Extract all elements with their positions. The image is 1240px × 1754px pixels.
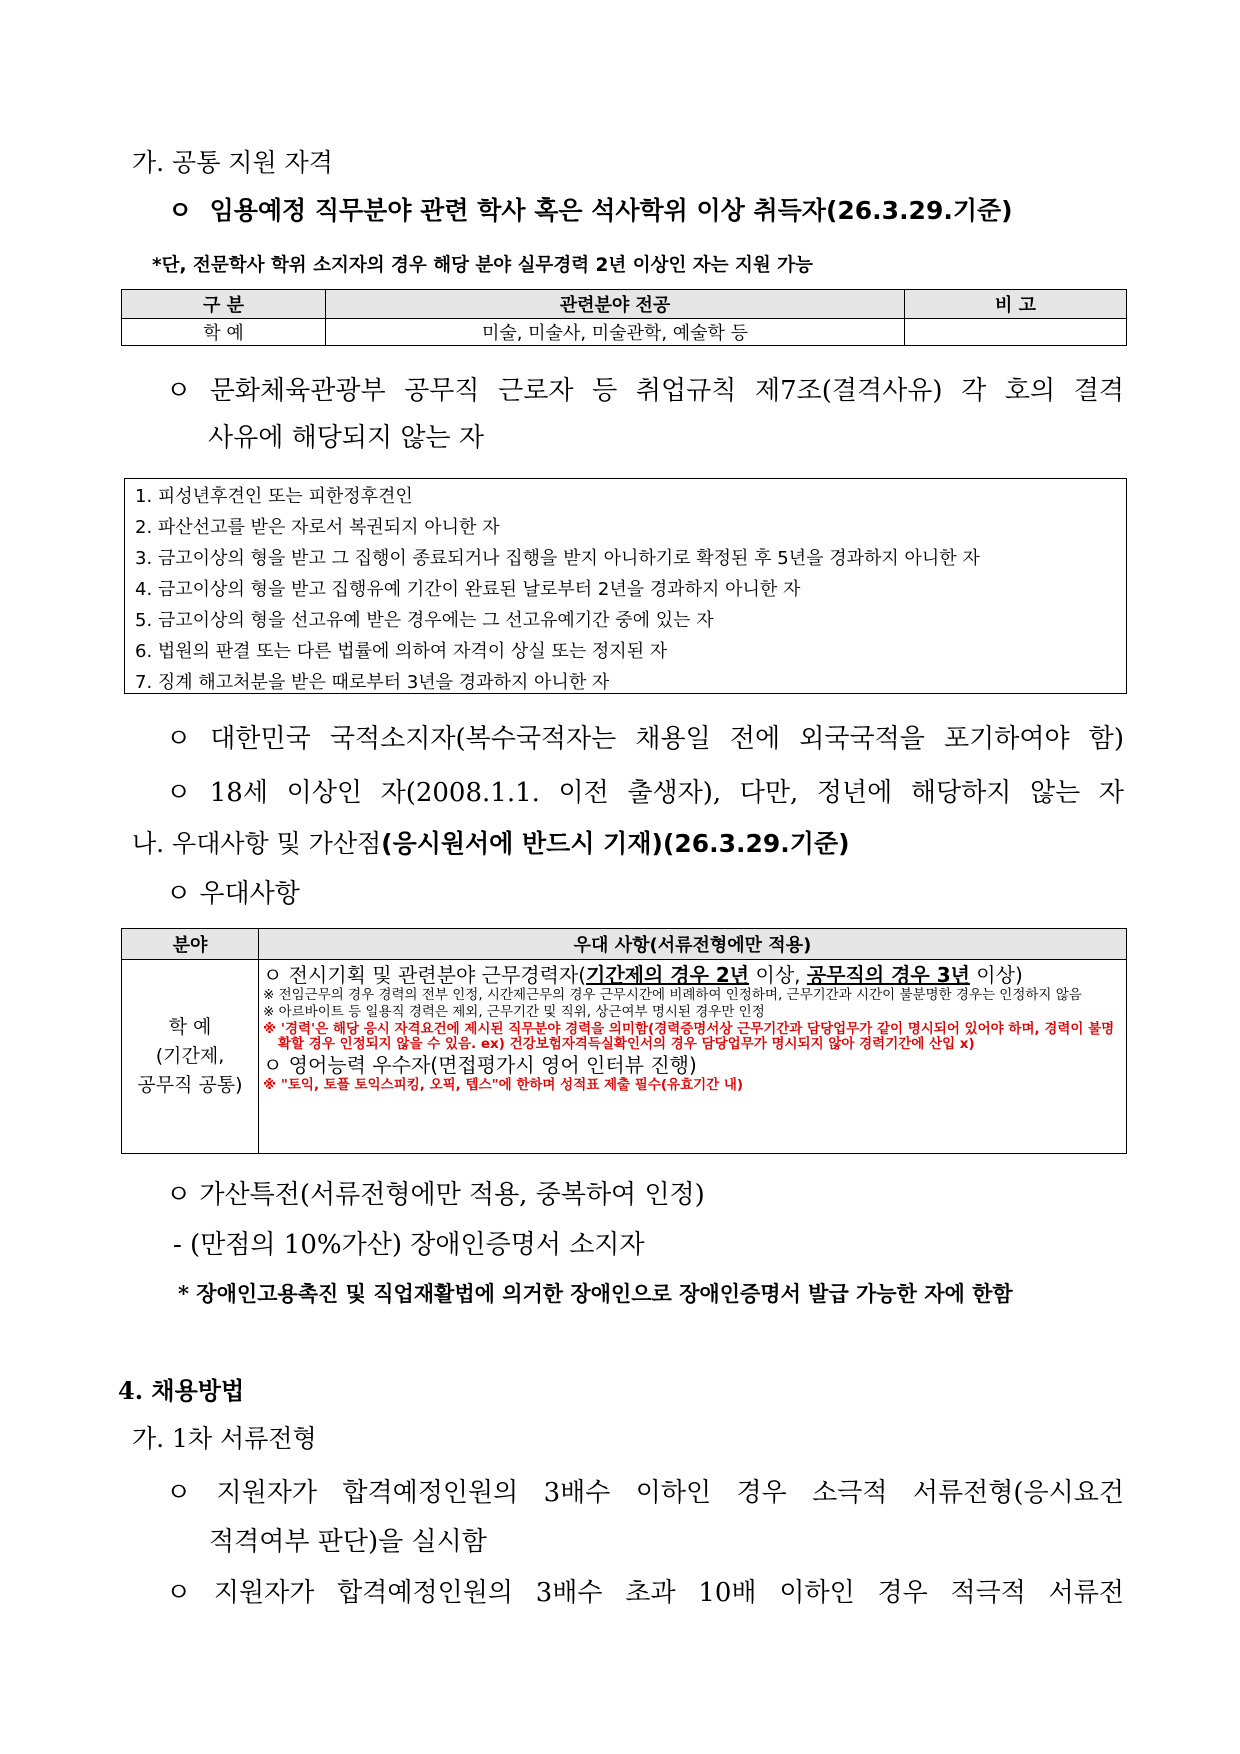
preference-note-warning: ※ "토익, 토플 토익스피킹, 오픽, 텝스"에 한하며 성적표 제출 필수(유효기간 내) [263, 1077, 744, 1093]
bullet: ㅇ [168, 196, 193, 225]
preference-label: ㅇ 우대사항 [166, 879, 300, 909]
major-table-cell-major: 미술, 미술사, 미술관학, 예술학 등 [326, 319, 905, 346]
major-table-cell-category: 학 예 [122, 319, 326, 346]
preference-note: ※ 전임근무의 경우 경력의 전부 인정, 시간제근무의 경우 근무시간에 비례하여 인정하며, 근무기간과 시간이 불분명한 경우는 인정하지 않음 [263, 987, 1082, 1003]
major-table [121, 289, 1127, 346]
list-item: 3. 금고이상의 형을 받고 그 집행이 종료되거나 집행을 받지 아니하기로 확정된 후 5년을 경과하지 아니한 자 [135, 548, 980, 569]
major-table-header-remark: 비 고 [905, 290, 1127, 319]
preference-table-header-field: 분야 [122, 929, 259, 960]
major-table-header-major: 관련분야 전공 [326, 290, 905, 319]
preference-table [121, 928, 1127, 1154]
preference-note: ※ 아르바이트 등 일용직 경력은 제외, 근무기간 및 직위, 상근여부 명시된 경우만 인정 [263, 1004, 765, 1020]
section-heading-ga: 가. 공통 지원 자격 [132, 148, 333, 177]
list-item: 4. 금고이상의 형을 받고 집행유예 기간이 완료된 날로부터 2년을 경과하지 아니한 자 [135, 579, 801, 600]
list-item: 1. 피성년후견인 또는 피한정후견인 [135, 486, 413, 507]
list-item: 2. 파산선고를 받은 자로서 복권되지 아니한 자 [135, 517, 500, 538]
method-line3: ㅇ 지원자가 합격예정인원의 3배수 초과 10배 이하인 경우 적극적 서류전 [166, 1578, 1124, 1608]
list-item: 6. 법원의 판결 또는 다른 법률에 의하여 자격이 상실 또는 정지된 자 [135, 641, 668, 662]
list-item: 5. 금고이상의 형을 선고유예 받은 경우에는 그 선고유예기간 중에 있는 자 [135, 610, 714, 631]
preference-table-header-detail: 우대 사항(서류전형에만 적용) [259, 929, 1127, 960]
list-item: 7. 징계 해고처분을 받은 때로부터 3년을 경과하지 아니한 자 [135, 672, 610, 693]
preference-note-warning: ※ '경력'은 해당 응시 자격요건에 제시된 직무분야 경력을 의미함(경력증명서상 근무기간과 담당업무가 같이 명시되어 있어야 하며, 경력이 불명확할 경우 인정되지 않을 수 있음. ex) 건강보험자격득실확인서의 경우 담당업무가 명시되지 않아 경력기간에 산입 x) [263, 1021, 1115, 1052]
qualification-nationality: ㅇ 대한민국 국적소지자(복수국적자는 채용일 전에 외국국적을 포기하여야 함) [166, 724, 1124, 754]
bonus-title: ㅇ 가산특전(서류전형에만 적용, 중복하여 인정) [166, 1180, 705, 1210]
qualification-age: ㅇ 18세 이상인 자(2008.1.1. 이전 출생자), 다만, 정년에 해당하지 않는 자 [166, 778, 1124, 808]
major-table-cell-remark [905, 319, 1127, 346]
degree-note: *단, 전문학사 학위 소지자의 경우 해당 분야 실무경력 2년 이상인 자는 지원 가능 [152, 255, 813, 276]
qualification-degree: ㅇ 임용예정 직무분야 관련 학사 혹은 석사학위 이상 취득자(26.3.29.기준) [168, 196, 1013, 225]
method-line2: 적격여부 판단)을 실시함 [209, 1527, 487, 1557]
method-line1: ㅇ 지원자가 합격예정인원의 3배수 이하인 경우 소극적 서류전형(응시요건 [166, 1478, 1124, 1508]
major-table-header-category: 구 분 [122, 290, 326, 319]
preference-category: 학 예 (기간제, 공무직 공통) [122, 960, 259, 1154]
table-row [122, 319, 1127, 346]
preference-item-experience: ㅇ 전시기획 및 관련분야 근무경력자(기간제의 경우 2년 이상, 공무직의 경우 3년 이상) [263, 963, 1023, 987]
section-heading-na: 나. 우대사항 및 가산점(응시원서에 반드시 기재)(26.3.29.기준) [132, 829, 850, 858]
bonus-note: * 장애인고용촉진 및 직업재활법에 의거한 장애인으로 장애인증명서 발급 가능한 자에 한함 [178, 1281, 1013, 1306]
table-row [122, 960, 1127, 1154]
section-heading-4: 4. 채용방법 [118, 1376, 245, 1405]
qualification-disqualification-line1: ㅇ 문화체육관광부 공무직 근로자 등 취업규칙 제7조(결격사유) 각 호의 결격 [166, 376, 1124, 406]
section-heading-4-ga: 가. 1차 서류전형 [132, 1424, 317, 1453]
preference-details [259, 960, 1127, 1154]
preference-item-english: ㅇ 영어능력 우수자(면접평가시 영어 인터뷰 진행) [263, 1053, 697, 1077]
qualification-disqualification-line2: 사유에 해당되지 않는 자 [208, 423, 484, 453]
disqualification-list [124, 478, 1127, 694]
bonus-item: - (만점의 10%가산) 장애인증명서 소지자 [173, 1230, 645, 1260]
